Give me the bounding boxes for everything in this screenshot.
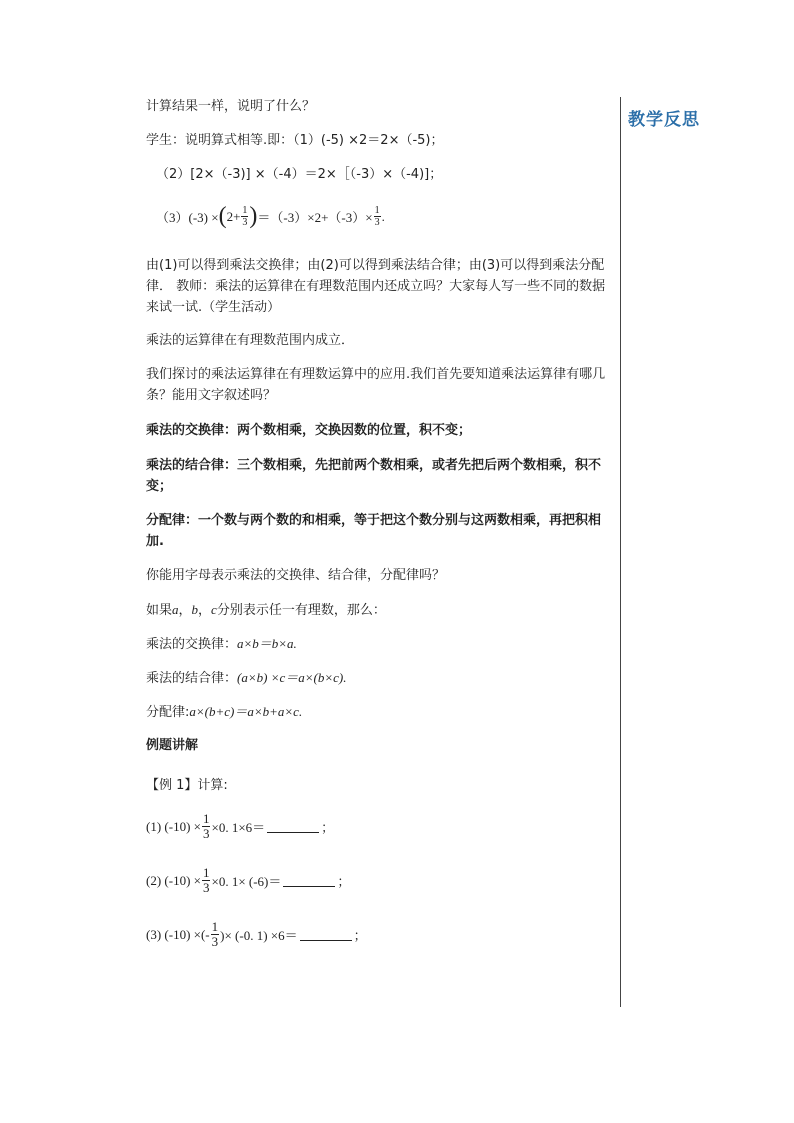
eq3-part-b: 2+ — [226, 208, 241, 224]
fraction-numerator: 1 — [374, 205, 380, 216]
semicolon: ； — [337, 874, 351, 889]
answer-blank[interactable] — [300, 928, 352, 941]
line-question: 计算结果一样，说明了什么？ — [146, 99, 316, 114]
formula-associative — [146, 667, 346, 689]
eq3-part-d: . — [381, 208, 385, 224]
fraction-numerator: 1 — [211, 919, 219, 934]
comma: ， — [178, 603, 192, 618]
line-variables — [146, 599, 386, 621]
fraction-one-third — [241, 205, 248, 228]
line-student-answer: 学生：说明算式相等.即：（1）(-5) ×2＝2×（-5)； — [146, 133, 444, 148]
var-a: a — [172, 602, 179, 617]
line-laws-hold: 乘法的运算律在有理数范围内成立． — [146, 333, 355, 348]
comma: ， — [198, 603, 212, 618]
fraction-denominator: 3 — [242, 217, 248, 228]
fraction-numerator: 1 — [202, 811, 210, 826]
formula-commutative-expr: a×b＝b×a. — [237, 636, 297, 651]
law-associative-text: 乘法的结合律：三个数相乘，先把前两个数相乘，或者先把后两个数相乘，积不变； — [146, 458, 602, 494]
line-letters-question: 你能用字母表示乘法的交换律、结合律，分配律吗？ — [146, 568, 446, 583]
answer-blank[interactable] — [283, 874, 335, 887]
paragraph-explore: 我们探讨的乘法运算律在有理数运算中的应用.我们首先要知道乘法运算律有哪几条？能用文字叙述吗？ — [146, 367, 606, 403]
left-paren: ( — [218, 203, 227, 229]
var-c: c — [211, 602, 217, 617]
formula-distributive-expr: a×(b+c)＝a×b+a×c. — [189, 704, 303, 719]
fraction-one-third — [202, 866, 211, 895]
text-represent: 分别表示任一有理数，那么： — [216, 603, 386, 618]
formula-distributive — [146, 701, 302, 723]
formula-commutative — [146, 633, 297, 655]
fraction-one-third — [202, 812, 211, 841]
line-equation-2: （2）[2×（-3)] ×（-4）＝2×［（-3）×（-4)]； — [156, 167, 443, 182]
expr-right: )× (-0. 1) ×6＝ — [220, 928, 298, 943]
label-associative: 乘法的结合律： — [146, 671, 238, 686]
section-examples-heading: 例题讲解 — [146, 738, 199, 753]
example-1-heading: 【例 1】计算: — [146, 778, 228, 793]
law-distributive-text: 分配律：一个数与两个数的和相乘，等于把这个数分别与这两数相乘，再把积相加. — [146, 513, 602, 549]
fraction-denominator: 3 — [211, 934, 219, 949]
answer-blank[interactable] — [267, 820, 319, 833]
sidebar-title: 教学反思 — [628, 110, 700, 130]
eq3-part-c: ＝（-3）×2+（-3）× — [257, 210, 373, 225]
expr-left: (2) (-10) × — [146, 872, 201, 888]
fraction-denominator: 3 — [374, 217, 380, 228]
paragraph-laws-derived: 由(1)可以得到乘法交换律；由(2)可以得到乘法结合律；由(3)可以得到乘法分配律． 教师：乘法的运算律在有理数范围内还成立吗？大家每人写一些不同的数据来试一试.（学生活动） — [146, 258, 606, 315]
right-paren: ) — [249, 203, 258, 229]
expr-right: ×0. 1× (-6)＝ — [211, 874, 282, 889]
example-1-item-3 — [146, 920, 367, 949]
expr-left: (1) (-10) × — [146, 818, 201, 834]
fraction-denominator: 3 — [202, 880, 210, 895]
expr-left: (3) (-10) ×(- — [146, 926, 210, 942]
fraction-numerator: 1 — [202, 865, 210, 880]
semicolon: ； — [353, 928, 367, 943]
example-1-item-1 — [146, 812, 334, 841]
fraction-one-third — [374, 205, 381, 228]
example-1-item-2 — [146, 866, 350, 895]
semicolon: ； — [321, 820, 335, 835]
fraction-one-third — [211, 920, 220, 949]
var-b: b — [191, 602, 199, 617]
formula-associative-expr: (a×b) ×c＝a×(b×c). — [237, 670, 347, 685]
fraction-numerator: 1 — [242, 205, 248, 216]
margin-divider — [620, 97, 621, 1007]
fraction-denominator: 3 — [202, 826, 210, 841]
law-commutative-text: 乘法的交换律：两个数相乘，交换因数的位置，积不变； — [146, 423, 472, 438]
eq3-part-a: （3）(-3) × — [156, 210, 219, 225]
label-distributive: 分配律: — [146, 705, 190, 720]
label-commutative: 乘法的交换律： — [146, 637, 238, 652]
line-equation-3 — [156, 203, 385, 230]
expr-right: ×0. 1×6＝ — [211, 820, 266, 835]
text-if: 如果 — [146, 603, 173, 618]
